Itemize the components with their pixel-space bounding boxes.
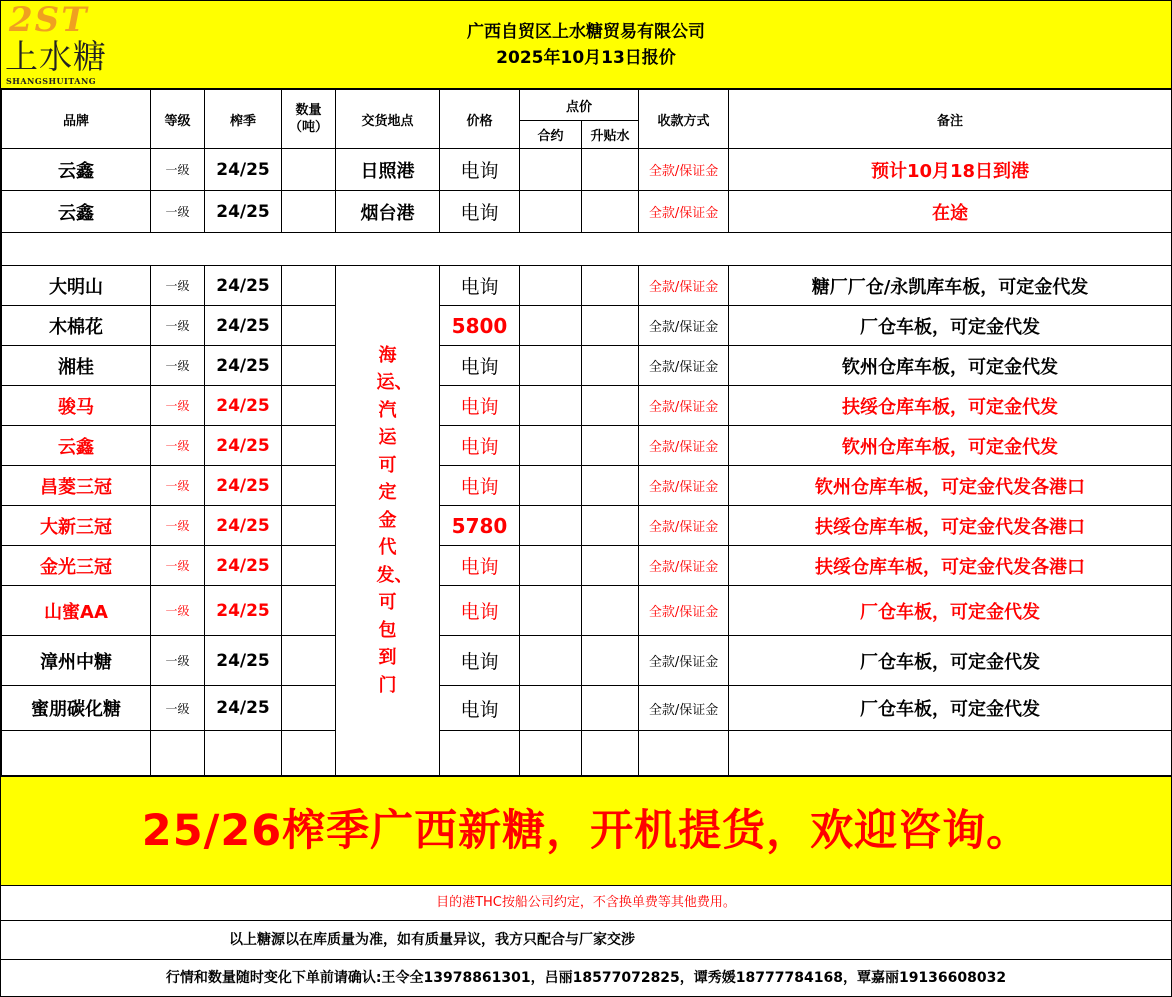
- qty-cell: [282, 546, 336, 586]
- price-cell: 电询: [440, 386, 520, 426]
- remark-cell: [729, 731, 1172, 776]
- contract-cell: [520, 466, 582, 506]
- payment-cell: 全款/保证金: [639, 149, 729, 191]
- remark-cell: 扶绥仓库车板，可定金代发: [729, 386, 1172, 426]
- brand-cell: 云鑫: [2, 426, 151, 466]
- grade-cell: 一级: [151, 191, 205, 233]
- price-cell: 5800: [440, 306, 520, 346]
- grade-cell: 一级: [151, 426, 205, 466]
- remark-cell: 钦州仓库车板，可定金代发: [729, 346, 1172, 386]
- price-cell: 电询: [440, 636, 520, 686]
- col-header-grade: 等级: [151, 90, 205, 149]
- col-header-location: 交货地点: [336, 90, 440, 149]
- premium-cell: [582, 546, 639, 586]
- season-cell: 24/25: [205, 586, 282, 636]
- contract-cell: [520, 506, 582, 546]
- season-cell: 24/25: [205, 686, 282, 731]
- shipping-note-cell: [336, 266, 440, 776]
- payment-cell: 全款/保证金: [639, 506, 729, 546]
- season-cell: 24/25: [205, 346, 282, 386]
- qty-cell: [282, 466, 336, 506]
- price-cell: 电询: [440, 586, 520, 636]
- grade-cell: 一级: [151, 466, 205, 506]
- grade-cell: 一级: [151, 636, 205, 686]
- grade-cell: 一级: [151, 149, 205, 191]
- contract-cell: [520, 686, 582, 731]
- contract-cell: [520, 306, 582, 346]
- season-cell: 24/25: [205, 266, 282, 306]
- brand-cell: 云鑫: [2, 191, 151, 233]
- grade-cell: 一级: [151, 546, 205, 586]
- grade-cell: 一级: [151, 686, 205, 731]
- season-cell: 24/25: [205, 506, 282, 546]
- grade-cell: [151, 731, 205, 776]
- quote-date: 2025年10月13日报价: [496, 48, 676, 68]
- price-cell: 5780: [440, 506, 520, 546]
- logo-name: 上水糖: [5, 37, 107, 76]
- qty-cell: [282, 149, 336, 191]
- logo-mark: 2ST: [9, 0, 89, 40]
- qty-cell: [282, 426, 336, 466]
- premium-cell: [582, 346, 639, 386]
- remark-cell: 厂仓车板，可定金代发: [729, 586, 1172, 636]
- season-cell: 24/25: [205, 386, 282, 426]
- premium-cell: [582, 191, 639, 233]
- table-row: [2, 466, 1172, 506]
- price-table: [1, 89, 1172, 776]
- contract-cell: [520, 266, 582, 306]
- thc-note: 目的港THC按船公司约定，不含换单费等其他费用。: [1, 886, 1171, 921]
- contract-cell: [520, 386, 582, 426]
- remark-cell: 扶绥仓库车板，可定金代发各港口: [729, 506, 1172, 546]
- promo-text: 25/26榨季广西新糖，开机提货，欢迎咨询。: [141, 806, 1031, 856]
- payment-cell: 全款/保证金: [639, 346, 729, 386]
- table-row: [2, 546, 1172, 586]
- contract-cell: [520, 636, 582, 686]
- grade-cell: 一级: [151, 506, 205, 546]
- col-header-remark: 备注: [729, 90, 1172, 149]
- grade-cell: 一级: [151, 346, 205, 386]
- remark-cell: 在途: [729, 191, 1172, 233]
- contract-cell: [520, 586, 582, 636]
- table-row: [2, 636, 1172, 686]
- premium-cell: [582, 426, 639, 466]
- quality-note-row: [1, 921, 1171, 960]
- brand-cell: 木棉花: [2, 306, 151, 346]
- season-cell: [205, 731, 282, 776]
- premium-cell: [582, 466, 639, 506]
- qty-cell: [282, 731, 336, 776]
- col-header-price: 价格: [440, 90, 520, 149]
- spacer-row: [2, 233, 1172, 266]
- brand-cell: 山蜜AA: [2, 586, 151, 636]
- season-cell: 24/25: [205, 466, 282, 506]
- brand-cell: 骏马: [2, 386, 151, 426]
- empty-row: [2, 731, 1172, 776]
- season-cell: 24/25: [205, 546, 282, 586]
- qty-cell: [282, 266, 336, 306]
- col-header-premium: 升贴水: [582, 121, 639, 149]
- brand-cell: 昌菱三冠: [2, 466, 151, 506]
- price-cell: 电询: [440, 266, 520, 306]
- remark-cell: 厂仓车板，可定金代发: [729, 636, 1172, 686]
- qty-cell: [282, 586, 336, 636]
- payment-cell: 全款/保证金: [639, 586, 729, 636]
- brand-cell: 云鑫: [2, 149, 151, 191]
- col-header-payment: 收款方式: [639, 90, 729, 149]
- location-cell: 烟台港: [336, 191, 440, 233]
- contact-line: 行情和数量随时变化下单前请确认:王令全13978861301，吕丽18577072825，谭秀媛18777784168，覃嘉丽19136608032: [165, 970, 1007, 986]
- brand-cell: 金光三冠: [2, 546, 151, 586]
- brand-cell: 大明山: [2, 266, 151, 306]
- remark-cell: 钦州仓库车板，可定金代发: [729, 426, 1172, 466]
- table-row: [2, 346, 1172, 386]
- location-cell: 日照港: [336, 149, 440, 191]
- promo-banner: [1, 776, 1171, 886]
- table-row: [2, 386, 1172, 426]
- price-cell: 电询: [440, 546, 520, 586]
- season-cell: 24/25: [205, 149, 282, 191]
- remark-cell: 扶绥仓库车板，可定金代发各港口: [729, 546, 1172, 586]
- payment-cell: [639, 731, 729, 776]
- table-row: [2, 266, 1172, 306]
- grade-cell: 一级: [151, 586, 205, 636]
- contract-cell: [520, 731, 582, 776]
- table-row: [2, 586, 1172, 636]
- price-cell: 电询: [440, 191, 520, 233]
- price-cell: 电询: [440, 466, 520, 506]
- payment-cell: 全款/保证金: [639, 686, 729, 731]
- premium-cell: [582, 149, 639, 191]
- remark-cell: 厂仓车板，可定金代发: [729, 686, 1172, 731]
- premium-cell: [582, 731, 639, 776]
- remark-cell: 预计10月18日到港: [729, 149, 1172, 191]
- qty-cell: [282, 636, 336, 686]
- premium-cell: [582, 506, 639, 546]
- spacer-cell: [2, 233, 1172, 266]
- premium-cell: [582, 586, 639, 636]
- contract-cell: [520, 149, 582, 191]
- season-cell: 24/25: [205, 306, 282, 346]
- payment-cell: 全款/保证金: [639, 386, 729, 426]
- header-band: [1, 1, 1171, 89]
- brand-cell: 蜜朋碳化糖: [2, 686, 151, 731]
- brand-cell: 漳州中糖: [2, 636, 151, 686]
- qty-cell: [282, 191, 336, 233]
- brand-cell: [2, 731, 151, 776]
- quality-note: 以上糖源以在库质量为准，如有质量异议，我方只配合与厂家交涉: [229, 932, 635, 948]
- season-cell: 24/25: [205, 636, 282, 686]
- shipping-note: 海运、汽运可定金代发、可包到门: [376, 344, 413, 696]
- col-header-contract: 合约: [520, 121, 582, 149]
- payment-cell: 全款/保证金: [639, 466, 729, 506]
- premium-cell: [582, 306, 639, 346]
- col-header-qty: 数量（吨）: [282, 90, 336, 149]
- col-header-season: 榨季: [205, 90, 282, 149]
- table-row: [2, 506, 1172, 546]
- price-cell: 电询: [440, 686, 520, 731]
- premium-cell: [582, 386, 639, 426]
- qty-cell: [282, 506, 336, 546]
- payment-cell: 全款/保证金: [639, 546, 729, 586]
- remark-cell: 钦州仓库车板，可定金代发各港口: [729, 466, 1172, 506]
- payment-cell: 全款/保证金: [639, 426, 729, 466]
- contract-cell: [520, 346, 582, 386]
- qty-cell: [282, 306, 336, 346]
- contract-cell: [520, 191, 582, 233]
- season-cell: 24/25: [205, 191, 282, 233]
- premium-cell: [582, 686, 639, 731]
- payment-cell: 全款/保证金: [639, 306, 729, 346]
- price-cell: 电询: [440, 346, 520, 386]
- payment-cell: 全款/保证金: [639, 636, 729, 686]
- table-row: [2, 149, 1172, 191]
- qty-cell: [282, 346, 336, 386]
- remark-cell: 厂仓车板，可定金代发: [729, 306, 1172, 346]
- col-header-points: 点价: [520, 90, 639, 121]
- price-cell: 电询: [440, 426, 520, 466]
- qty-cell: [282, 686, 336, 731]
- price-cell: 电询: [440, 149, 520, 191]
- table-row: [2, 191, 1172, 233]
- grade-cell: 一级: [151, 386, 205, 426]
- contract-cell: [520, 426, 582, 466]
- table-row: [2, 686, 1172, 731]
- premium-cell: [582, 636, 639, 686]
- table-row: [2, 426, 1172, 466]
- remark-cell: 糖厂厂仓/永凯库车板，可定金代发: [729, 266, 1172, 306]
- grade-cell: 一级: [151, 266, 205, 306]
- brand-cell: 大新三冠: [2, 506, 151, 546]
- season-cell: 24/25: [205, 426, 282, 466]
- premium-cell: [582, 266, 639, 306]
- company-name: 广西自贸区上水糖贸易有限公司: [467, 22, 705, 42]
- qty-cell: [282, 386, 336, 426]
- contract-cell: [520, 546, 582, 586]
- company-logo: [1, 1, 129, 88]
- payment-cell: 全款/保证金: [639, 191, 729, 233]
- payment-cell: 全款/保证金: [639, 266, 729, 306]
- logo-latin: SHANGSHUITANG: [6, 76, 97, 86]
- table-row: [2, 306, 1172, 346]
- col-header-brand: 品牌: [2, 90, 151, 149]
- grade-cell: 一级: [151, 306, 205, 346]
- brand-cell: 湘桂: [2, 346, 151, 386]
- price-cell: [440, 731, 520, 776]
